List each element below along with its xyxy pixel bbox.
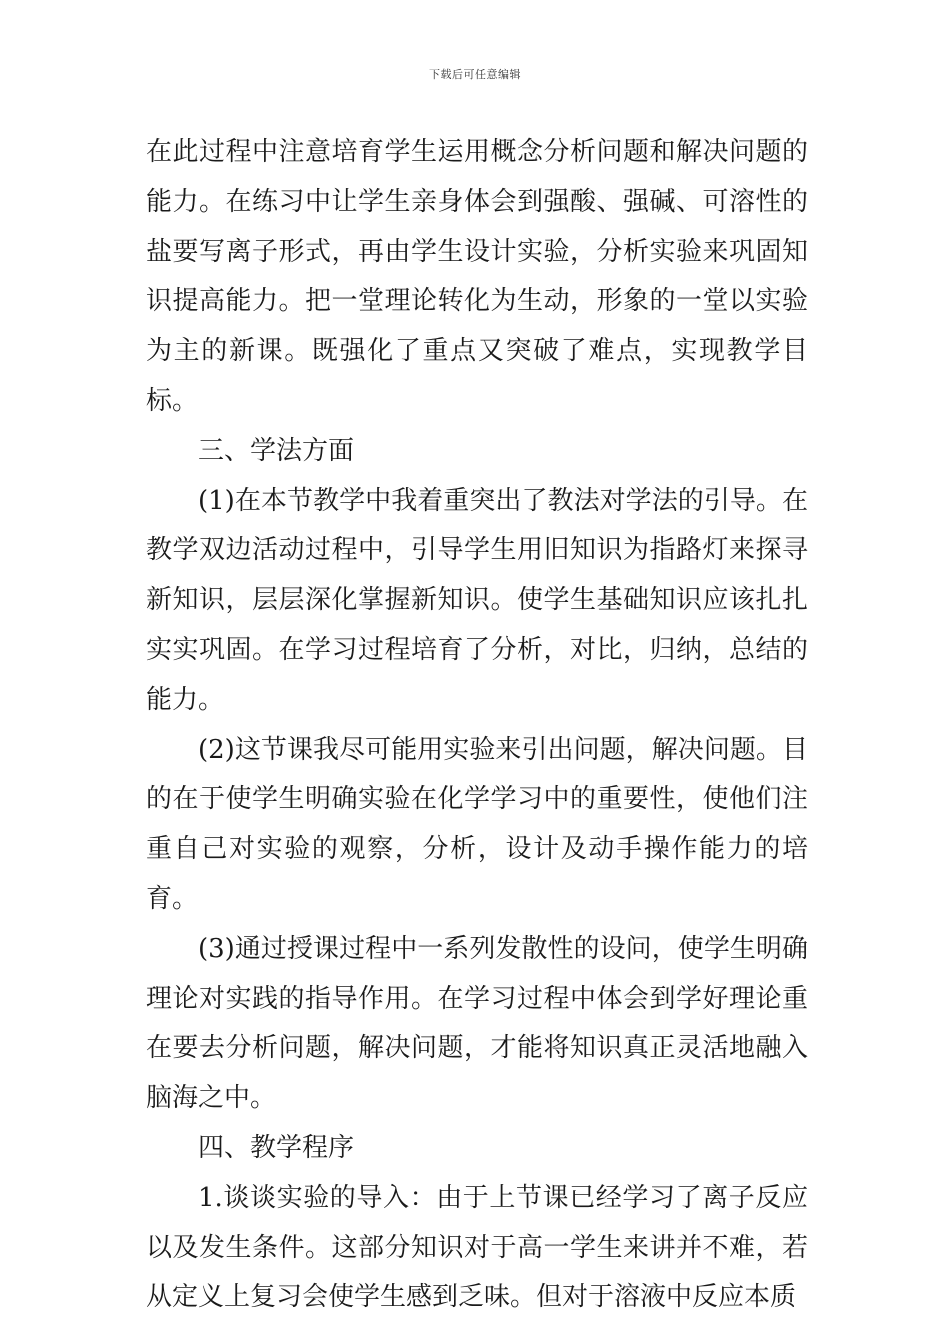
section-heading-study-methods: 三、学法方面	[198, 435, 355, 466]
section-heading-teaching-procedure: 四、教学程序	[198, 1132, 355, 1163]
paragraph-item-1: (1)在本节教学中我着重突出了教法对学法的引导。在教学双边活动过程中，引导学生用旧知识为指路灯来探寻新知识，层层深化掌握新知识。使学生基础知识应该扎扎实实巩固。在学习过程培育了分析，对比，归纳，总结的能力。	[146, 485, 808, 715]
document-body	[146, 128, 808, 1323]
paragraph-item-2: (2)这节课我尽可能用实验来引出问题，解决问题。目的在于使学生明确实验在化学学习中的重要性，使他们注重自己对实验的观察，分析，设计及动手操作能力的培育。	[146, 734, 808, 914]
paragraph-continuation: 在此过程中注意培育学生运用概念分析问题和解决问题的能力。在练习中让学生亲身体会到强酸、强碱、可溶性的盐要写离子形式，再由学生设计实验，分析实验来巩固知识提高能力。把一堂理论转化为生动，形象的一堂以实验为主的新课。既强化了重点又突破了难点，实现教学目标。	[146, 137, 808, 416]
paragraph-procedure-1: 1.谈谈实验的导入：由于上节课已经学习了离子反应以及发生条件。这部分知识对于高一学生来讲并不难，若从定义上复习会使学生感到乏味。但对于溶液中反应本质	[146, 1182, 808, 1313]
page-header: 下载后可任意编辑	[429, 68, 521, 81]
paragraph-item-3: (3)通过授课过程中一系列发散性的设问，使学生明确理论对实践的指导作用。在学习过程中体会到学好理论重在要去分析问题，解决问题，才能将知识真正灵活地融入脑海之中。	[146, 933, 808, 1114]
